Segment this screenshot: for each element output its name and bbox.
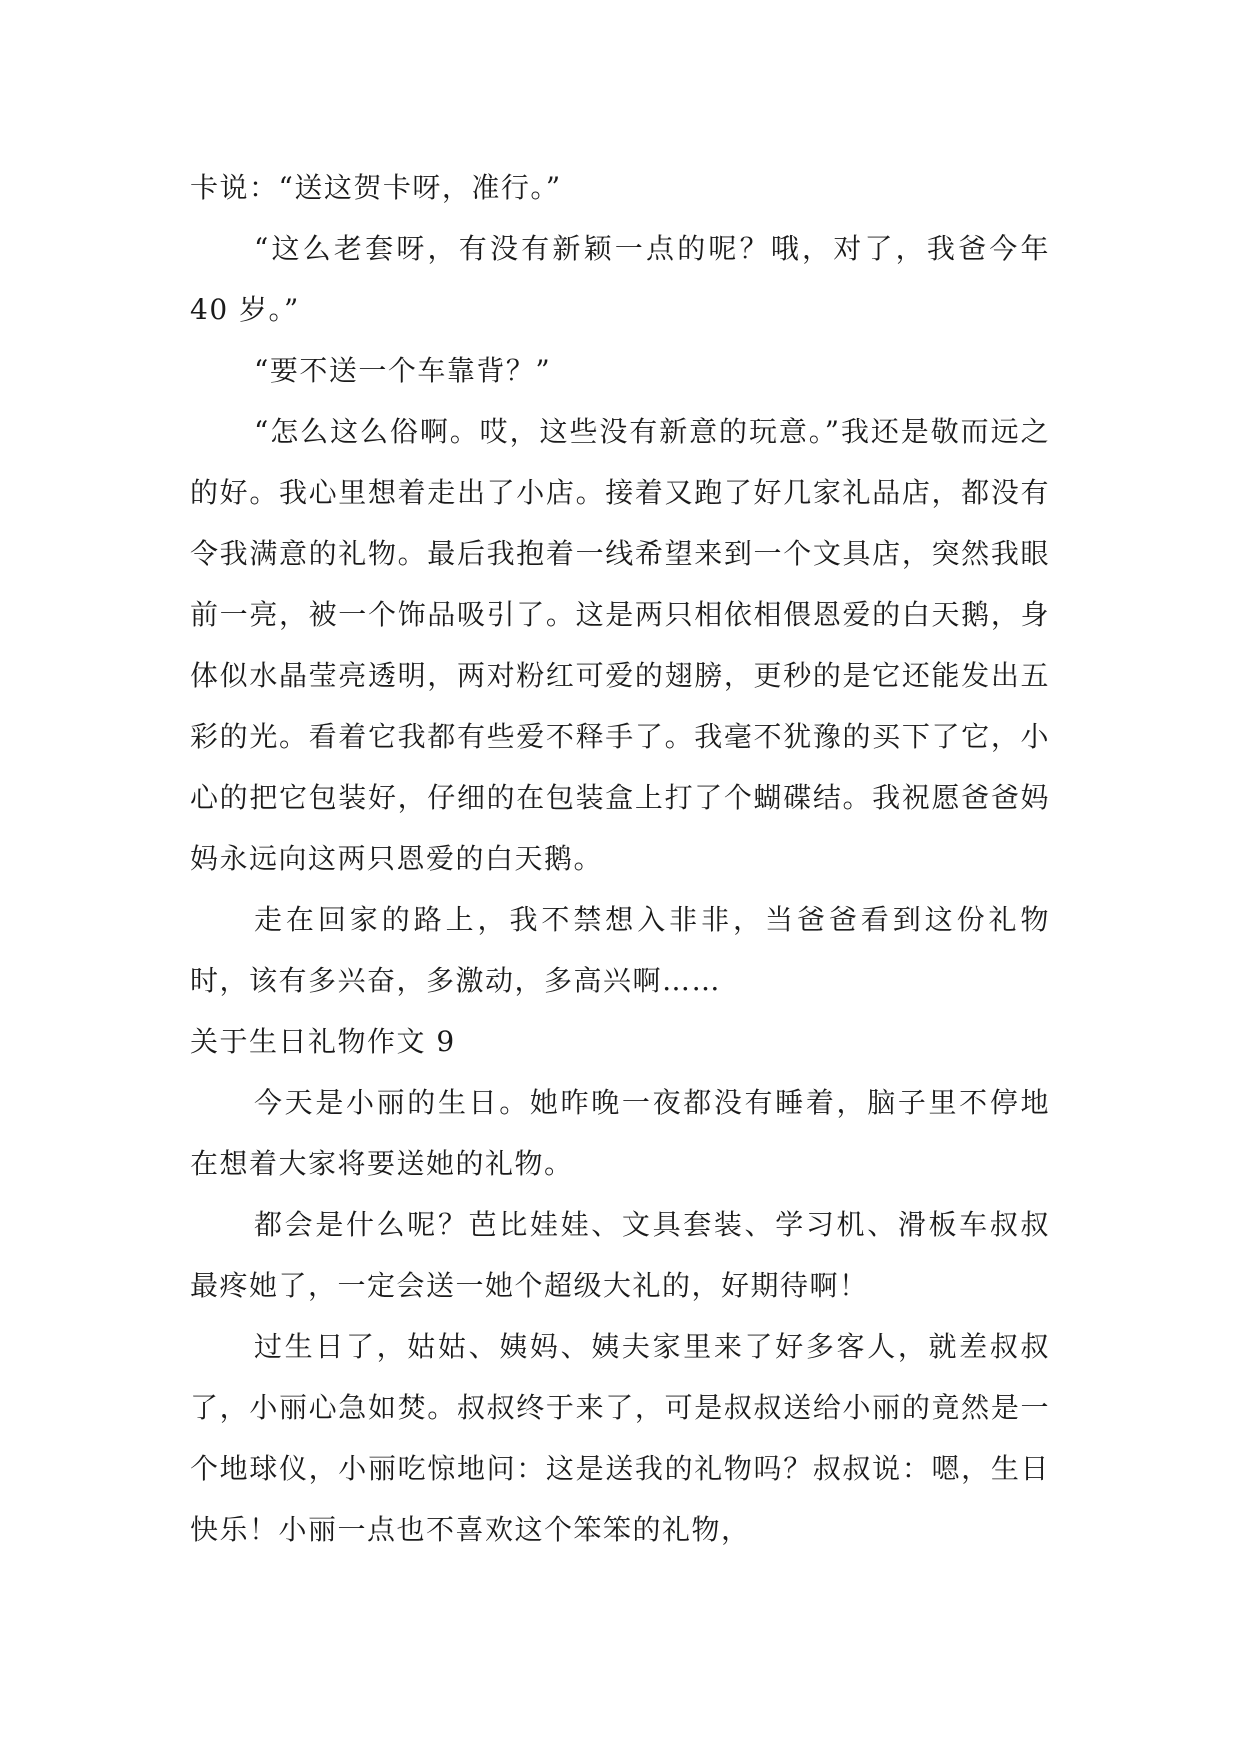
paragraph: “这么老套呀，有没有新颖一点的呢？哦，对了，我爸今年 40 岁。” — [190, 232, 1050, 326]
document-body — [190, 157, 1050, 1560]
paragraph: 今天是小丽的生日。她昨晚一夜都没有睡着，脑子里不停地在想着大家将要送她的礼物。 — [190, 1086, 1050, 1180]
paragraph: “怎么这么俗啊。哎，这些没有新意的玩意。”我还是敬而远之的好。我心里想着走出了小店。接着又跑了好几家礼品店，都没有令我满意的礼物。最后我抱着一线希望来到一个文具店，突然我眼前一亮，被一个饰品吸引了。这是两只相依相偎恩爱的白天鹅，身体似水晶莹亮透明，两对粉红可爱的翅膀，更秒的是它还能发出五彩的光。看着它我都有些爱不释手了。我毫不犹豫的买下了它，小心的把它包装好，仔细的在包装盒上打了个蝴碟结。我祝愿爸爸妈妈永远向这两只恩爱的白天鹅。 — [190, 415, 1050, 875]
paragraph: 卡说：“送这贺卡呀，准行。” — [190, 171, 562, 204]
paragraph: 走在回家的路上，我不禁想入非非，当爸爸看到这份礼物时，该有多兴奋，多激动，多高兴啊…… — [190, 903, 1050, 997]
paragraph: 都会是什么呢？芭比娃娃、文具套装、学习机、滑板车叔叔最疼她了，一定会送一她个超级大礼的，好期待啊！ — [190, 1208, 1050, 1302]
section-title: 关于生日礼物作文 9 — [190, 1025, 456, 1058]
paragraph: 过生日了，姑姑、姨妈、姨夫家里来了好多客人，就差叔叔了，小丽心急如焚。叔叔终于来了，可是叔叔送给小丽的竟然是一个地球仪，小丽吃惊地问：这是送我的礼物吗？叔叔说：嗯，生日快乐！小丽一点也不喜欢这个笨笨的礼物， — [190, 1330, 1050, 1546]
paragraph: “要不送一个车靠背？” — [254, 354, 552, 387]
